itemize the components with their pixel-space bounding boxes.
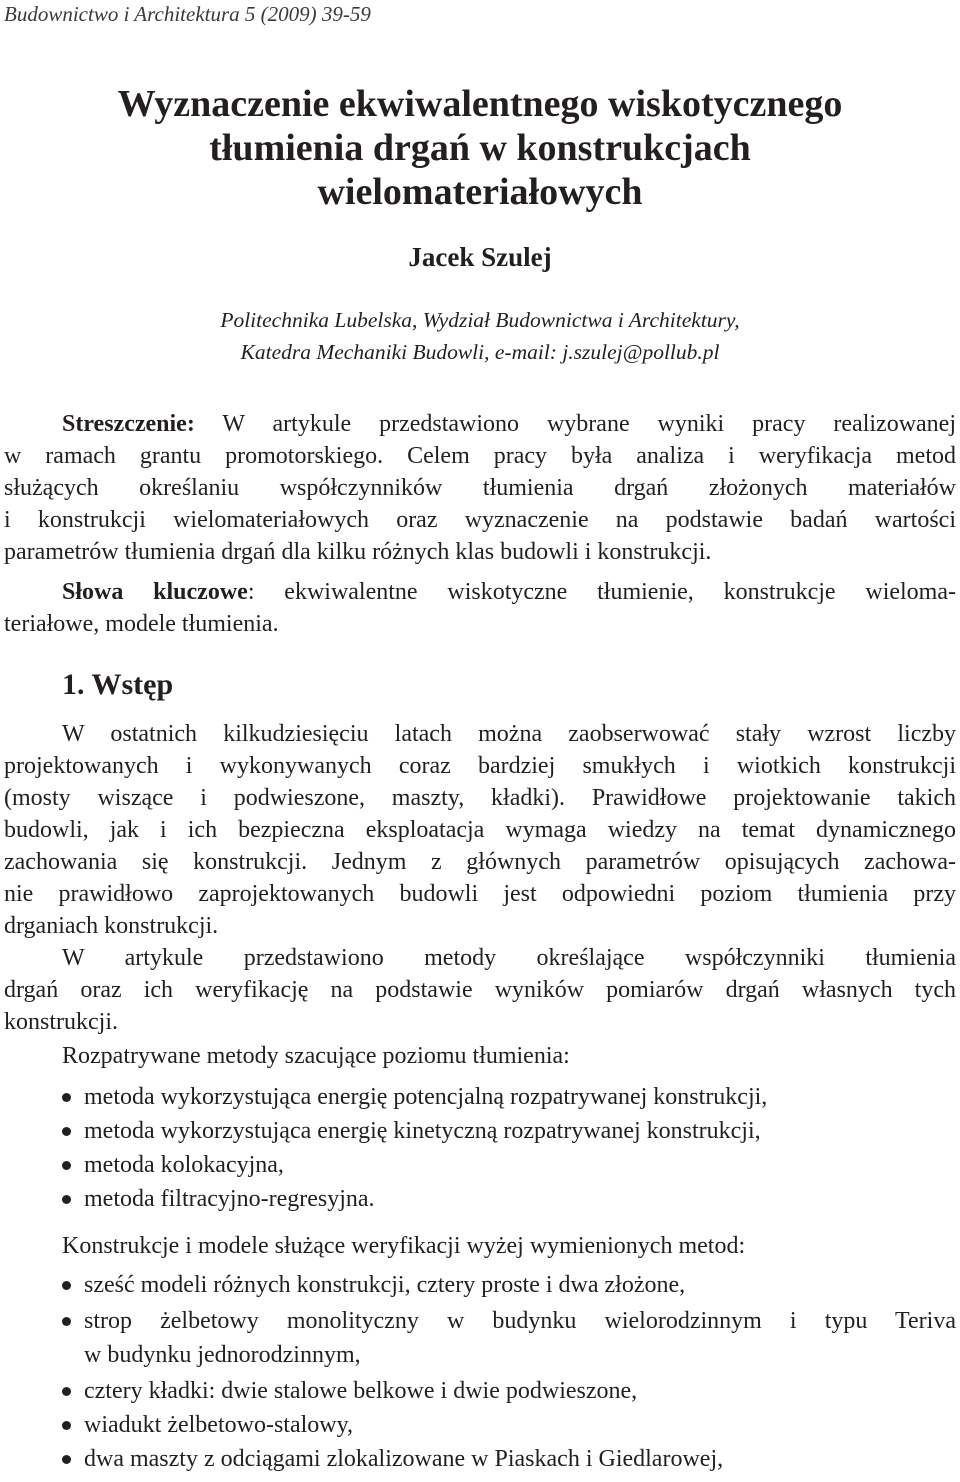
author-name: Jacek Szulej (408, 242, 552, 272)
paragraph-line: drganiach konstrukcji. (4, 913, 219, 939)
title-line: tłumienia drgań w konstrukcjach (209, 127, 751, 169)
affiliation-line: Katedra Mechaniki Budowli, e-mail: j.szulej@pollub.pl (240, 340, 720, 364)
list-item (4, 1148, 956, 1182)
paragraph-line: Rozpatrywane metody szacujące poziomu tłumienia: (62, 1043, 570, 1069)
paragraph-line: zachowania się konstrukcji. Jednym z głównych parametrów opisujących zachowa- (4, 849, 956, 875)
list-item (4, 1080, 956, 1114)
list-item-text: cztery kładki: dwie stalowe belkowe i dwie podwieszone, (84, 1378, 638, 1404)
bullet-icon (62, 1455, 71, 1464)
list-item-text: dwa maszty z odciągami zlokalizowane w Piaskach i Giedlarowej, (84, 1446, 724, 1472)
paragraph-line: drgań oraz ich weryfikację na podstawie wyników pomiarów drgań własnych tych (4, 977, 956, 1003)
keywords-line: teriałowe, modele tłumienia. (4, 611, 279, 637)
list-item-text: strop żelbetowy monolityczny w budynku wielorodzinnym i typu Teriva (84, 1308, 956, 1334)
abstract-line (4, 408, 956, 440)
abstract (4, 408, 956, 568)
abstract-label: Streszczenie: (62, 411, 195, 437)
abstract-line: służących określaniu współczynników tłumienia drgań złożonych materiałów (4, 475, 956, 501)
methods-list (4, 1080, 956, 1216)
paragraph-line: W ostatnich kilkudziesięciu latach można zaobserwować stały wzrost liczby (62, 721, 956, 747)
journal-header: Budownictwo i Architektura 5 (2009) 39-59 (4, 2, 371, 26)
bullet-icon (62, 1195, 71, 1204)
intro-paragraph-2 (4, 942, 956, 1038)
models-list (4, 1268, 956, 1476)
methods-intro (4, 1040, 956, 1072)
bullet-icon (62, 1387, 71, 1396)
keywords-text: : ekwiwalentne wiskotyczne tłumienie, konstrukcje wieloma- (247, 579, 956, 605)
list-item-text: metoda filtracyjno-regresyjna. (84, 1186, 375, 1212)
list-item (4, 1304, 956, 1372)
abstract-text: W artykule przedstawiono wybrane wyniki pracy realizowanej (194, 411, 956, 437)
paper-title (0, 82, 960, 214)
intro-paragraph-1 (4, 718, 956, 942)
paragraph-line: nie prawidłowo zaprojektowanych budowli jest odpowiedni poziom tłumienia przy (4, 881, 956, 907)
bullet-icon (62, 1161, 71, 1170)
list-item (4, 1114, 956, 1148)
list-item (4, 1442, 956, 1476)
bullet-icon (62, 1281, 71, 1290)
title-line: wielomateriałowych (317, 171, 643, 213)
bullet-icon (62, 1317, 71, 1326)
affiliation (0, 304, 960, 368)
abstract-line: parametrów tłumienia drgań dla kilku różnych klas budowli i konstrukcji. (4, 539, 712, 565)
paragraph-line: budowli, jak i ich bezpieczna eksploatacja wymaga wiedzy na temat dynamicznego (4, 817, 956, 843)
paragraph-line: Konstrukcje i modele służące weryfikacji wyżej wymienionych metod: (62, 1233, 746, 1259)
list-item-text: metoda wykorzystująca energię kinetyczną rozpatrywanej konstrukcji, (84, 1118, 761, 1144)
list-item (4, 1182, 956, 1216)
abstract-line: w ramach grantu promotorskiego. Celem pracy była analiza i weryfikacja metod (4, 443, 956, 469)
abstract-line: i konstrukcji wielomateriałowych oraz wyznaczenie na podstawie badań wartości (4, 507, 956, 533)
paragraph-line: W artykule przedstawiono metody określające współczynniki tłumienia (62, 945, 956, 971)
list-item-text: w budynku jednorodzinnym, (84, 1342, 361, 1368)
affiliation-line: Politechnika Lubelska, Wydział Budownictwa i Architektury, (220, 308, 740, 332)
section-heading: 1. Wstęp (62, 668, 174, 701)
paragraph-line: (mosty wiszące i podwieszone, maszty, kładki). Prawidłowe projektowanie takich (4, 785, 956, 811)
list-item-text: metoda wykorzystująca energię potencjalną rozpatrywanej konstrukcji, (84, 1084, 768, 1110)
list-item (4, 1408, 956, 1442)
list-item (4, 1268, 956, 1302)
bullet-icon (62, 1093, 71, 1102)
list-item-text: sześć modeli różnych konstrukcji, cztery proste i dwa złożone, (84, 1272, 686, 1298)
title-line: Wyznaczenie ekwiwalentnego wiskotycznego (117, 83, 843, 125)
keywords-line (4, 576, 956, 608)
list-item-text: wiadukt żelbetowo-stalowy, (84, 1412, 354, 1438)
bullet-icon (62, 1127, 71, 1136)
keywords (4, 576, 956, 640)
list-item-text: metoda kolokacyjna, (84, 1152, 284, 1178)
bullet-icon (62, 1421, 71, 1430)
models-intro (4, 1230, 956, 1262)
paragraph-line: konstrukcji. (4, 1009, 118, 1035)
paragraph-line: projektowanych i wykonywanych coraz bardziej smukłych i wiotkich konstrukcji (4, 753, 956, 779)
list-item (4, 1374, 956, 1408)
keywords-label: Słowa kluczowe (62, 579, 248, 605)
